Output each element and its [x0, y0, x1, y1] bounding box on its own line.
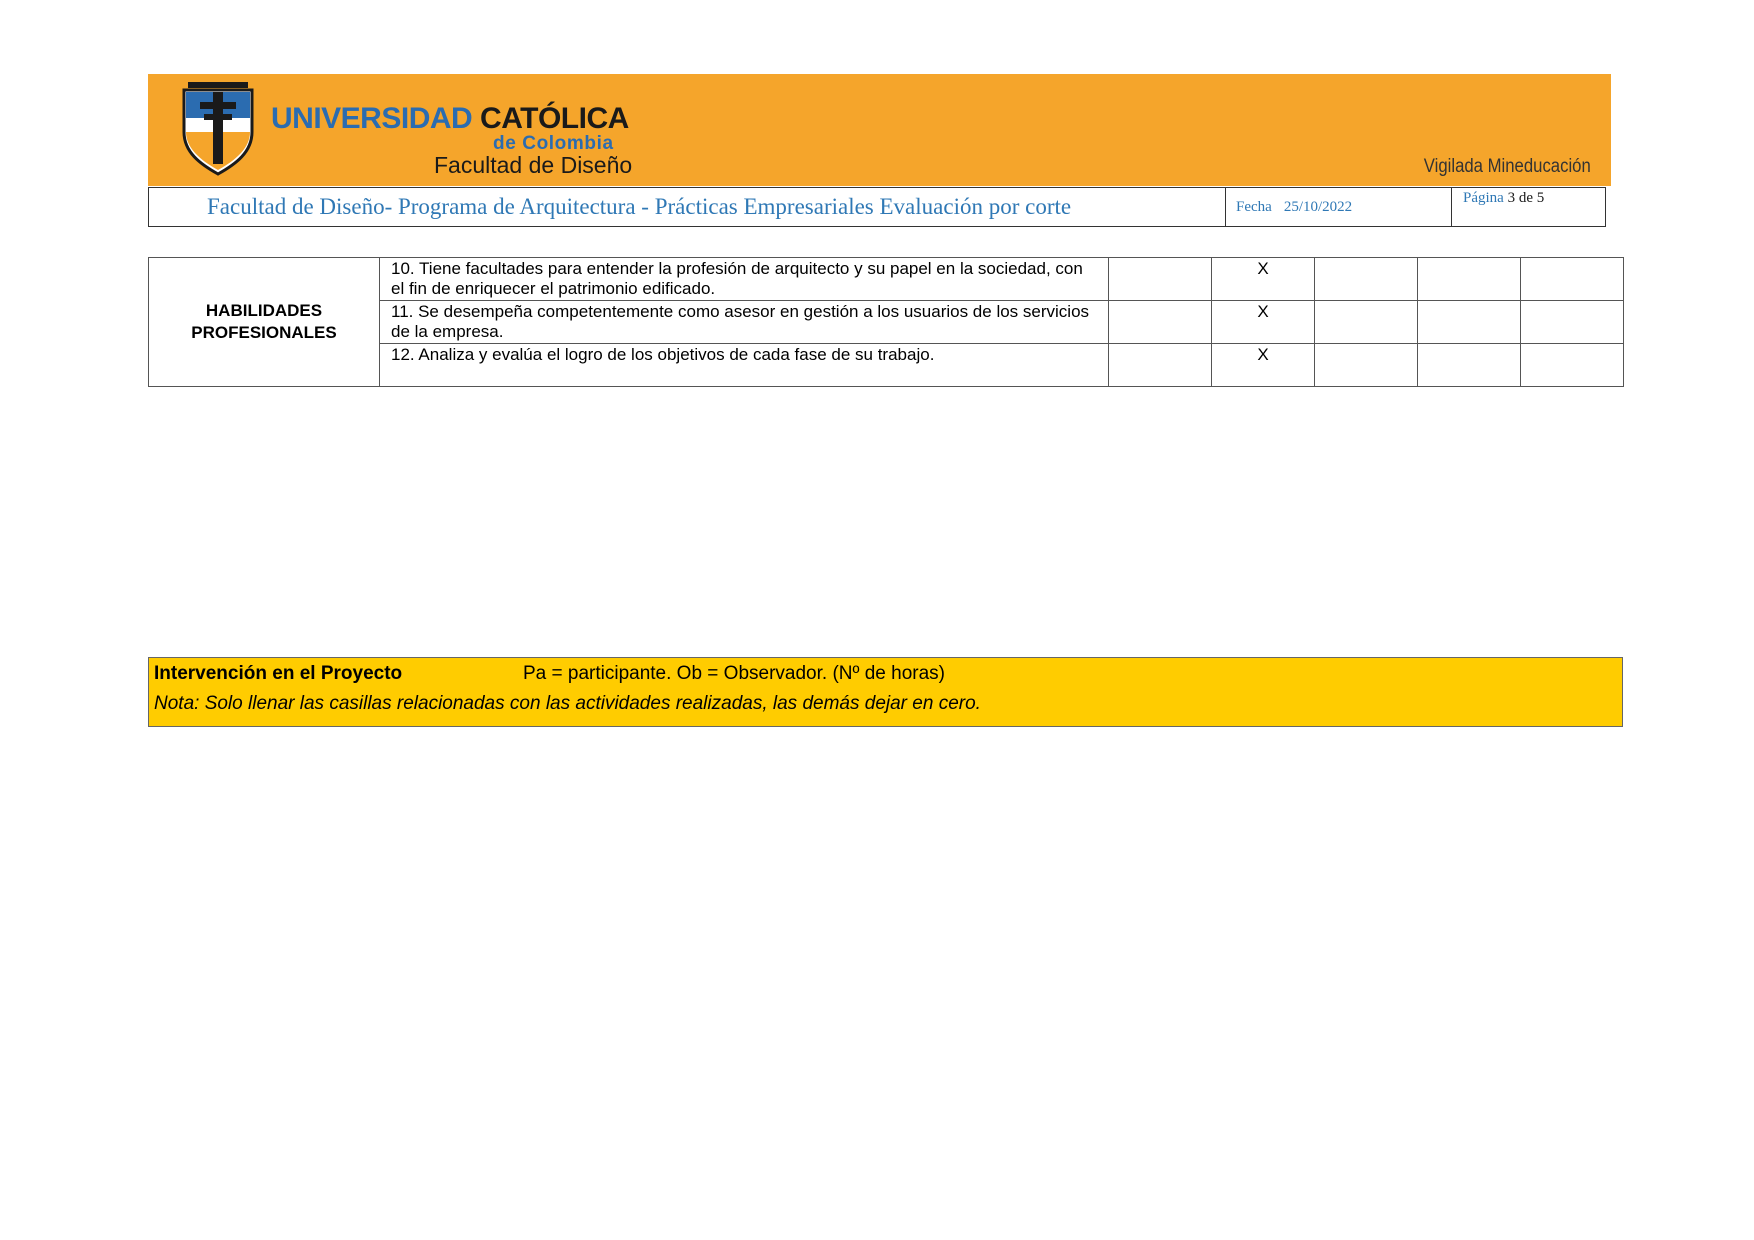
note-text: Nota: Solo llenar las casillas relacionadas con las actividades realizadas, las demás dejar en cero. [154, 693, 981, 714]
participation-note [148, 657, 1623, 727]
criterion-cell: 11. Se desempeña competentemente como asesor en gestión a los usuarios de los servicios de la empresa. [380, 301, 1109, 344]
mark-cell[interactable] [1109, 344, 1212, 387]
mark-cell[interactable] [1521, 258, 1624, 301]
university-name-word2: CATÓLICA [480, 102, 629, 135]
mark-cell[interactable]: X [1212, 301, 1315, 344]
category-cell: HABILIDADES PROFESIONALES [149, 258, 380, 387]
university-name-word1: UNIVERSIDAD [271, 102, 473, 135]
evaluation-table [148, 257, 1624, 387]
mark-cell[interactable] [1418, 258, 1521, 301]
university-name [271, 102, 629, 136]
mark-cell[interactable] [1109, 301, 1212, 344]
note-heading-line [154, 663, 945, 685]
page-of: de [1518, 190, 1533, 206]
date-label: Fecha [1236, 198, 1272, 215]
note-legend: Pa = participante. Ob = Observador. (Nº de horas) [523, 663, 945, 684]
page-current: 3 [1507, 190, 1516, 206]
date-value: 25/10/2022 [1283, 198, 1353, 215]
table-row [149, 258, 1624, 301]
mark-cell[interactable] [1315, 344, 1418, 387]
mark-cell[interactable]: X [1212, 258, 1315, 301]
page-indicator [1452, 188, 1605, 226]
university-shield-icon [178, 80, 258, 176]
mark-cell[interactable] [1521, 344, 1624, 387]
document-header [148, 187, 1606, 227]
mark-cell[interactable] [1109, 258, 1212, 301]
mark-cell[interactable] [1315, 258, 1418, 301]
note-heading: Intervención en el Proyecto [154, 663, 403, 684]
mark-cell[interactable] [1521, 301, 1624, 344]
date-cell [1226, 188, 1452, 226]
criterion-cell: 10. Tiene facultades para entender la profesión de arquitecto y su papel en la sociedad, con el fin de enriquecer el patrimonio edificado. [380, 258, 1109, 301]
mark-cell[interactable]: X [1212, 344, 1315, 387]
supervision-label: Vigilada Mineducación [1423, 156, 1591, 177]
university-banner [148, 74, 1611, 186]
mark-cell[interactable] [1418, 301, 1521, 344]
university-subtitle: de Colombia [493, 133, 614, 154]
mark-cell[interactable] [1418, 344, 1521, 387]
criterion-cell: 12. Analiza y evalúa el logro de los objetivos de cada fase de su trabajo. [380, 344, 1109, 387]
mark-cell[interactable] [1315, 301, 1418, 344]
faculty-name: Facultad de Diseño [434, 152, 633, 178]
page-total: 5 [1536, 190, 1545, 206]
document-title: Facultad de Diseño- Programa de Arquitectura - Prácticas Empresariales Evaluación por corte [149, 188, 1226, 226]
page-label: Página [1463, 190, 1504, 206]
